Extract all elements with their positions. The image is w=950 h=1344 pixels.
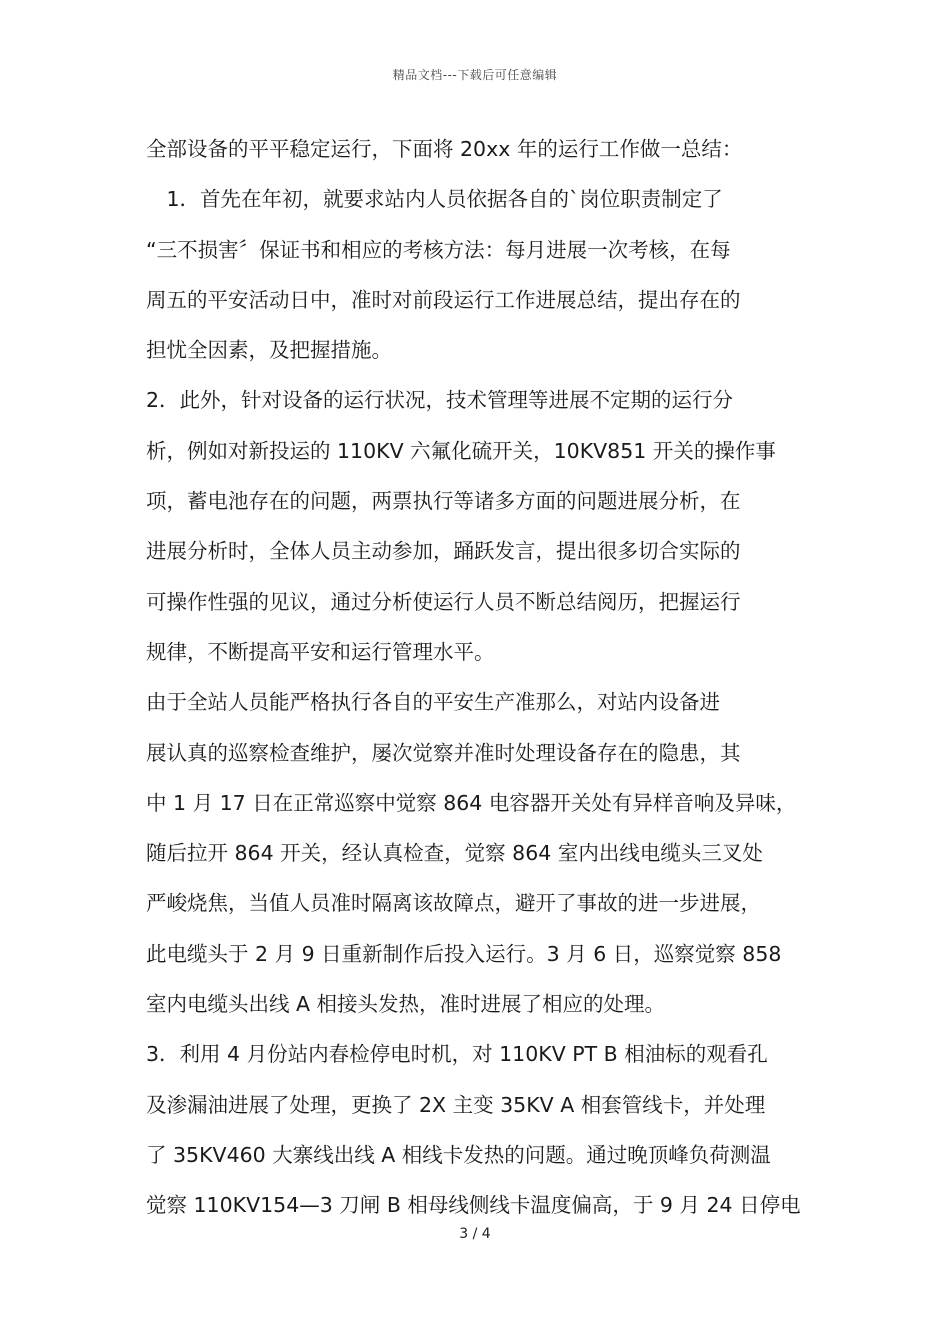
text-line: 2．此外，针对设备的运行状况，技术管理等进展不定期的运行分 [146,388,734,413]
text-line: “三不损害〞保证书和相应的考核方法：每月进展一次考核，在每 [146,237,731,262]
text-line: 随后拉开 864 开关，经认真检查，觉察 864 室内出线电缆头三叉处 [146,841,763,866]
text-line: 周五的平安活动日中，准时对前段运行工作进展总结，提出存在的 [146,287,741,312]
text-line: 规律，不断提高平安和运行管理水平。 [146,639,495,664]
text-line: 进展分析时，全体人员主动参加，踊跃发言，提出很多切合实际的 [146,539,741,564]
text-line: 项，蓄电池存在的问题，两票执行等诸多方面的问题进展分析，在 [146,489,741,514]
text-line: 由于全站人员能严格执行各自的平安生产准那么，对站内设备进 [146,690,720,715]
text-line: 析，例如对新投运的 110KV 六氟化硫开关，10KV851 开关的操作事 [146,438,776,463]
text-line: 1．首先在年初，就要求站内人员依据各自的`岗位职责制定了 [146,187,723,212]
text-line: 此电缆头于 2 月 9 日重新制作后投入运行。3 月 6 日，巡察觉察 858 [146,941,782,966]
text-line: 觉察 110KV154—3 刀闸 B 相母线侧线卡温度偏高，于 9 月 24 日停电 [146,1193,801,1218]
page-header: 精品文档---下载后可任意编辑 [392,68,558,82]
text-line: 3．利用 4 月份站内春检停电时机，对 110KV PT B 相油标的观看孔 [146,1042,768,1067]
text-line: 严峻烧焦，当值人员准时隔离该故障点，避开了事故的进一步进展， [146,891,761,916]
text-line: 展认真的巡察检查维护，屡次觉察并准时处理设备存在的隐患，其 [146,740,741,765]
text-line: 了 35KV460 大寨线出线 A 相线卡发热的问题。通过晚顶峰负荷测温 [146,1142,771,1167]
text-line: 可操作性强的见议，通过分析使运行人员不断总结阅历，把握运行 [146,589,741,614]
text-line: 室内电缆头出线 A 相接头发热，准时进展了相应的处理。 [146,992,666,1017]
document-body [146,124,826,1231]
page-number: 3 / 4 [459,1226,491,1242]
text-line: 全部设备的平平稳定运行，下面将 20xx 年的运行工作做一总结： [146,137,743,161]
text-line: 担忧全因素，及把握措施。 [146,338,392,363]
text-line: 及渗漏油进展了处理，更换了 2X 主变 35KV A 相套管线卡，并处理 [146,1092,766,1117]
text-line: 中 1 月 17 日在正常巡察中觉察 864 电容器开关处有异样音响及异味， [146,790,797,815]
